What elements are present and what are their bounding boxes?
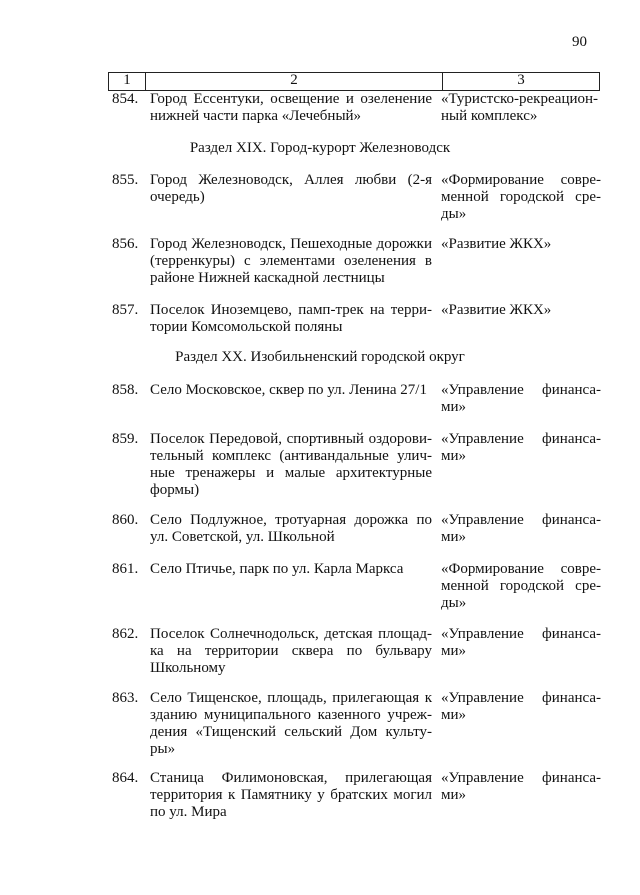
row-program: «Управление финанса-ми» xyxy=(441,382,601,415)
row-number: 862. xyxy=(112,626,139,642)
row-program: «Формирование совре-менной городской сре-ды» xyxy=(441,172,601,222)
row-program: «Формирование совре-менной городской сре-ды» xyxy=(441,561,601,611)
row-program: «Управление финанса-ми» xyxy=(441,770,601,803)
header-col-3: 3 xyxy=(517,72,525,88)
row-description: Город Железноводск, Аллея любви (2-я очередь) xyxy=(150,172,432,205)
row-description: Поселок Иноземцево, памп-трек на терри-тории Комсомольской поляны xyxy=(150,302,432,335)
row-program: «Управление финанса-ми» xyxy=(441,626,601,659)
row-number: 856. xyxy=(112,236,139,252)
row-description: Поселок Передовой, спортивный оздорови-тельный комплекс (антивандальные улич-ные тренажеры и малые архитектурные формы) xyxy=(150,431,432,498)
row-program: «Туристско-рекреацион-ный комплекс» xyxy=(441,91,599,124)
row-description: Село Птичье, парк по ул. Карла Маркса xyxy=(150,561,404,577)
header-col-1: 1 xyxy=(123,72,131,88)
row-description: Поселок Солнечнодольск, детская площад-ка на территории сквера по бульвару Школьному xyxy=(150,626,432,676)
row-program: «Управление финанса-ми» xyxy=(441,431,601,464)
row-program: «Управление финанса-ми» xyxy=(441,512,601,545)
row-number: 864. xyxy=(112,770,139,786)
table-header xyxy=(108,72,600,91)
row-number: 854. xyxy=(112,91,139,107)
row-number: 859. xyxy=(112,431,139,447)
header-col-2: 2 xyxy=(290,72,298,88)
row-program: «Развитие ЖКХ» xyxy=(441,236,552,252)
row-program: «Управление финанса-ми» xyxy=(441,690,601,723)
row-description: Село Подлужное, тротуарная дорожка по ул. Советской, ул. Школьной xyxy=(150,512,432,545)
row-program: «Развитие ЖКХ» xyxy=(441,302,552,318)
row-description: Город Железноводск, Пешеходные дорожки (терренкуры) с элементами озеленения в районе Нижней каскадной лестницы xyxy=(150,236,432,286)
row-number: 858. xyxy=(112,382,139,398)
row-description: Город Ессентуки, освещение и озеленение нижней части парка «Лечебный» xyxy=(150,91,432,124)
row-number: 857. xyxy=(112,302,139,318)
row-number: 863. xyxy=(112,690,139,706)
section-heading: Раздел XIX. Город-курорт Железноводск xyxy=(189,140,451,156)
row-number: 855. xyxy=(112,172,139,188)
row-description: Станица Филимоновская, прилегающая территория к Памятнику у братских могил по ул. Мира xyxy=(150,770,432,820)
row-description: Село Тищенское, площадь, прилегающая к зданию муниципального казенного учреж-дения «Тищенский сельский Дом культу-ры» xyxy=(150,690,432,757)
row-number: 861. xyxy=(112,561,139,577)
page-number: 90 xyxy=(572,34,587,50)
section-heading: Раздел XX. Изобильненский городской округ xyxy=(175,349,465,365)
row-number: 860. xyxy=(112,512,139,528)
row-description: Село Московское, сквер по ул. Ленина 27/1 xyxy=(150,382,427,398)
